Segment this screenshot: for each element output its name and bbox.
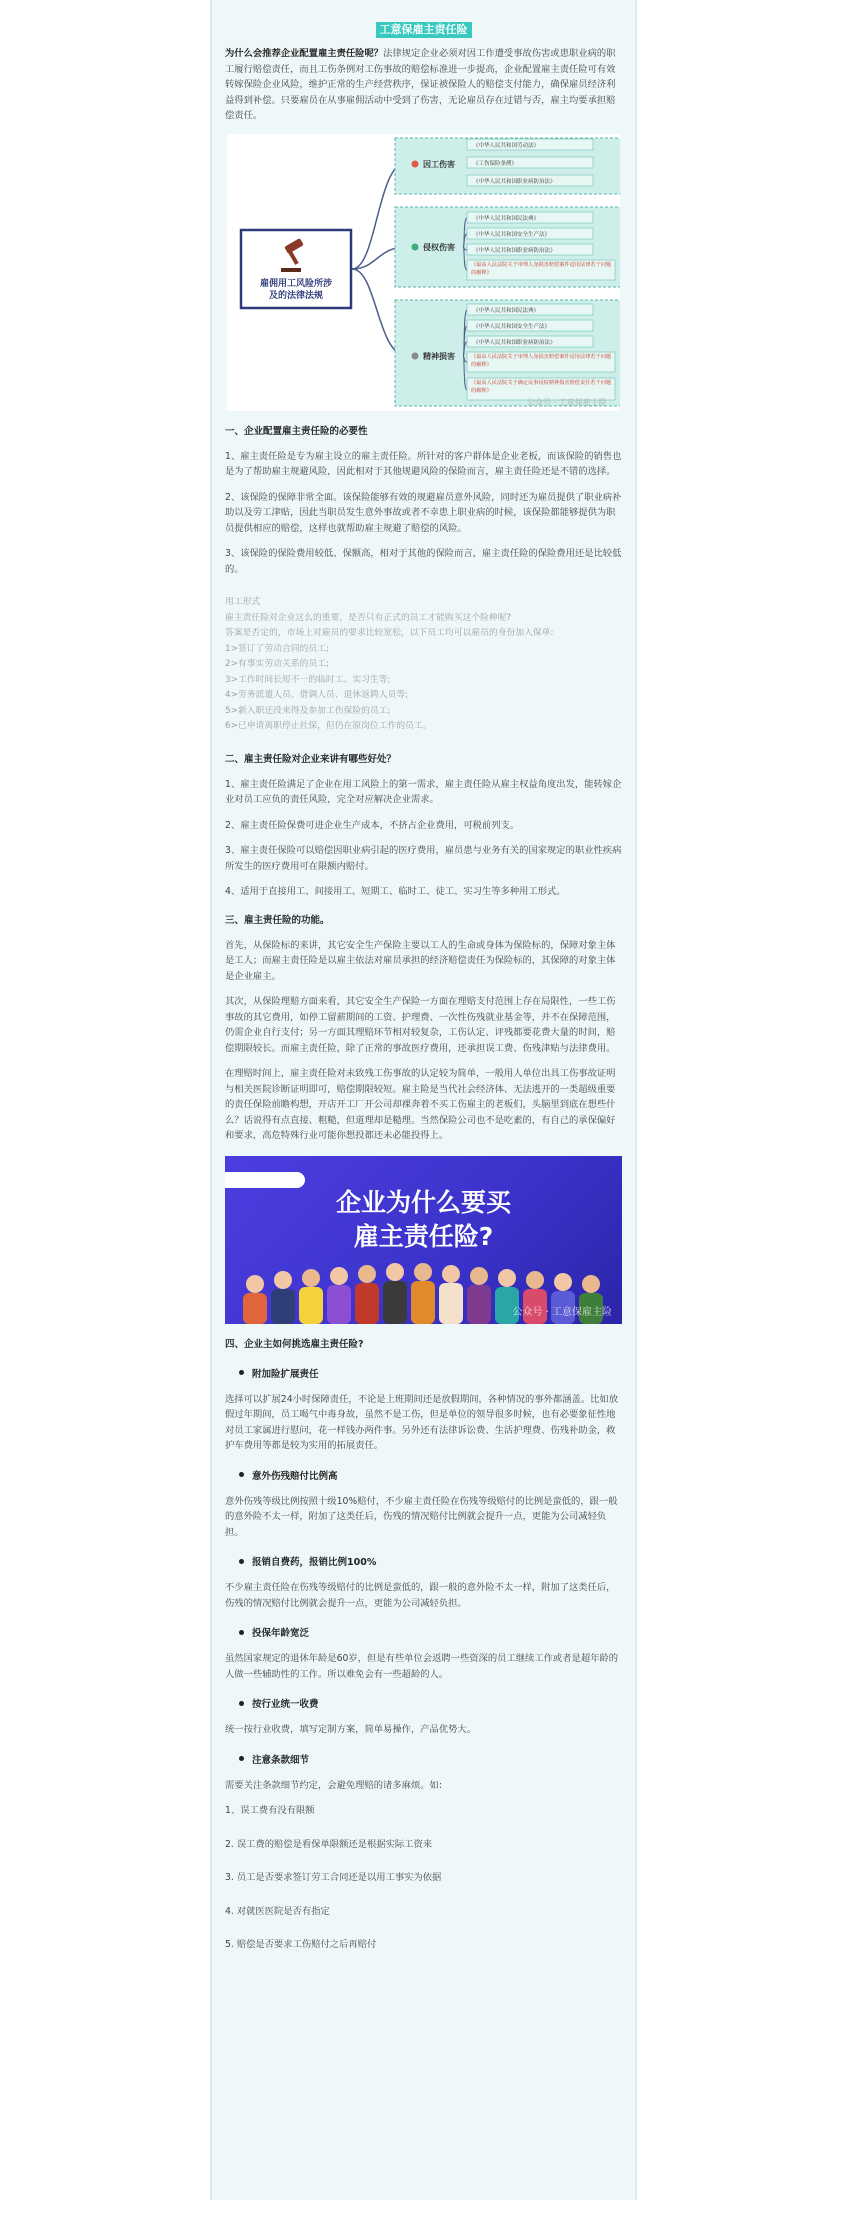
- b2-item-4: 《最高人民法院关于审理人身损害赔偿案件适用法律若干问题的解释》: [471, 261, 612, 276]
- bullet-4-text: 虽然国家规定的退休年龄是60岁，但是有些单位会返聘一些资深的员工继续工作或者是超年龄的人做一些辅助性的工作。所以难免会有一些超龄的人。: [225, 1653, 619, 1680]
- branch-2-marker: [412, 243, 419, 250]
- b1-item-3: 《中华人民共和国职业病防治法》: [473, 178, 556, 185]
- branch-1-name: 因工伤害: [423, 159, 455, 169]
- s2-paragraph-1: 1、雇主责任险满足了企业在用工风险上的第一需求，雇主责任险从雇主权益角度出发，能转嫁企业对员工应负的责任风险，完全对应解决企业需求。: [225, 778, 622, 805]
- section-3-title: 三、雇主责任险的功能。: [225, 914, 330, 926]
- section-2-title: 二、雇主责任险对企业来讲有哪些好处？: [225, 753, 397, 765]
- law-mindmap-svg: [227, 134, 620, 411]
- detail-item-2: 2. 误工费的赔偿是看保单限额还是根据实际工资来: [225, 1838, 433, 1850]
- bullet-3-text: 不少雇主责任险在伤残等级赔付的比例是蛮低的，跟一般的意外险不太一样，附加了这类任后，伤残的情况赔付比例就会提升一点，更能为公司减轻负担。: [225, 1582, 616, 1609]
- detail-item-4: 4. 对就医医院是否有指定: [225, 1905, 330, 1917]
- gray-line-3: 1>签订了劳动合同的员工;: [225, 643, 329, 654]
- b2-item-1: 《中华人民共和国民法典》: [473, 215, 540, 222]
- s2-paragraph-2: 2、雇主责任险保费可进企业生产成本，不挤占企业费用，可税前列支。: [225, 819, 520, 831]
- b1-item-2: 《工伤保险条例》: [473, 160, 518, 167]
- s2-paragraph-3: 3、雇主责任保险可以赔偿因职业病引起的医疗费用，雇员患与业务有关的国家规定的职业性疾病所发生的医疗费用可在限额内赔付。: [225, 845, 622, 872]
- s3-paragraph-2: 其次，从保险理赔方面来看，其它安全生产保险一方面在理赔支付范围上存在局限性，一些工伤事故的其它费用，如停工留薪期间的工资、护理费、一次性伤残就业基金等，并不在保障范围，仍需企业自行支付；另一方面其理赔环节相对较复杂，工伤认定、评残都要花费大量的时间，赔偿期限较长。而雇主责任险，除了正常的事故医疗费用，还承担误工费、伤残津贴与法律费用。: [225, 996, 616, 1054]
- bullet-dot: [239, 1756, 244, 1761]
- intro-rest: 法律规定企业必须对因工作遭受事故伤害或患职业病的职工履行赔偿责任，而且工伤条例对工伤事故的赔偿标准进一步提高，企业配置雇主责任险可有效转嫁保险企业风险，维护正常的生产经营秩序，保证被保险人的赔偿支付能力，确保雇员经济利益得到补偿。只要雇员在从事雇佣活动中受到了伤害，无论雇员存在过错与否，雇主均要承担赔偿责任。: [225, 48, 616, 121]
- gray-line-6: 4>劳务派遣人员、借调人员、退休返聘人员等;: [225, 690, 409, 700]
- bullet-5-text: 统一按行业收费，填写定制方案，简单易操作，产品优势大。: [225, 1724, 477, 1735]
- employment-forms-block: [225, 595, 622, 735]
- article-container: [210, 0, 637, 2200]
- s3-paragraph-1: 首先，从保险标的来讲，其它安全生产保险主要以工人的生命或身体为保险标的，保障对象主体是工人；而雇主责任险是以雇主依法对雇员承担的经济赔偿责任为保险标的，其保障的对象主体是企业雇主。: [225, 939, 616, 982]
- bullet-dot: [239, 1472, 244, 1477]
- detail-item-1: 1、误工费有没有限额: [225, 1805, 315, 1816]
- bullet-3-label: 报销自费药，报销比例100%: [252, 1557, 377, 1568]
- bullet-4-label: 投保年龄宽泛: [252, 1628, 310, 1639]
- bullet-6-text: 需要关注条款细节约定，会避免理赔的诸多麻烦。如:: [225, 1779, 442, 1791]
- section-1-title: 一、企业配置雇主责任险的必要性: [225, 425, 368, 437]
- bullet-5-label: 按行业统一收费: [252, 1699, 319, 1710]
- bullet-dot: [239, 1701, 244, 1706]
- s1-paragraph-2: 2、该保险的保障非常全面。该保险能够有效的规避雇员意外风险，同时还为雇员提供了职业病补助以及劳工津贴，因此当职员发生意外事故或者不幸患上职业病的时候，该保险都能够提供为职员提供相应的赔偿，这样也就帮助雇主规避了赔偿的风险。: [225, 491, 622, 534]
- banner-watermark: 公众号 · 工意保雇主险: [512, 1306, 612, 1318]
- article-body: [225, 18, 622, 1971]
- intro-lead: 为什么会推荐企业配置雇主责任险呢？: [225, 48, 384, 59]
- b3-item-4: 《最高人民法院关于审理人身损害赔偿案件适用法律若干问题的解释》: [471, 353, 612, 368]
- gray-line-0: 用工形式: [225, 597, 261, 607]
- bullet-dot: [239, 1630, 244, 1635]
- s1-paragraph-1: 1、雇主责任险是专为雇主设立的雇主责任险。所针对的客户群体是企业老板，而该保险的销售也是为了帮助雇主规避风险，因此相对于其他规避风险的保险而言，雇主责任险还是不错的选择。: [225, 450, 622, 477]
- detail-item-5: 5. 赔偿是否要求工伤赔付之后再赔付: [225, 1939, 377, 1950]
- branch-3-marker: [412, 352, 419, 359]
- detail-item-3: 3. 员工是否要求签订劳工合同还是以用工事实为依据: [225, 1872, 442, 1883]
- b3-item-5: 《最高人民法院关于确定民事侵权精神损害赔偿责任若干问题的解释》: [471, 379, 612, 394]
- b3-item-3: 《中华人民共和国职业病防治法》: [473, 339, 556, 346]
- bullet-4: [239, 1625, 622, 1639]
- b3-item-1: 《中华人民共和国民法典》: [473, 307, 540, 314]
- b1-item-1: 《中华人民共和国劳动法》: [473, 142, 540, 149]
- bullet-2: [239, 1468, 622, 1482]
- intro-paragraph: [225, 46, 622, 124]
- center-label-1: 雇佣用工风险所涉: [259, 278, 333, 289]
- b2-item-3: 《中华人民共和国职业病防治法》: [473, 247, 556, 254]
- gray-line-7: 5>新入职还没来得及参加工伤保险的员工;: [225, 705, 391, 716]
- bullet-2-text: 意外伤残等级比例按照十级10%赔付，不少雇主责任险在伤残等级赔付的比例是蛮低的，跟一般的意外险不太一样，附加了这类任后，伤残的情况赔付比例就会提升一点，更能为公司减轻负担。: [225, 1495, 618, 1538]
- bullet-dot: [239, 1370, 244, 1375]
- branch-3-name: 精神损害: [423, 351, 455, 361]
- gray-line-8: 6>已申请离职停止社保，但仍在原岗位工作的员工。: [225, 721, 432, 731]
- branch-2-name: 侵权伤害: [423, 242, 455, 252]
- s2-paragraph-4: 4、适用于直接用工、间接用工、短期工、临时工、徒工、实习生等多种用工形式。: [225, 886, 566, 897]
- section-4-title: 四、企业主如何挑选雇主责任险?: [225, 1338, 364, 1350]
- bullet-1-text: 选择可以扩展24小时保障责任，不论是上班期间还是放假期间，各种情况的事外都涵盖。比如放假过年期间，员工喝气中毒身故，虽然不是工伤，但是单位的领导很多时候，也有必要象征性地对员工家属进行慰问，花一样钱办两件事。另外还有法律诉讼费、生活护理费、伤残补助金，救护车费用等都是较为实用的拓展责任。: [225, 1393, 619, 1451]
- article-title: 工意保雇主责任险: [376, 22, 472, 38]
- center-label-2: 及的法律法规: [268, 290, 324, 301]
- bullet-dot: [239, 1559, 244, 1564]
- bullet-6: [239, 1752, 622, 1766]
- bullet-5: [239, 1696, 622, 1710]
- s3-paragraph-3: 在理赔时间上，雇主责任险对未致残工伤事故的认定较为简单，一般用人单位出具工伤事故证明与相关医院诊断证明即可，赔偿期限较短。雇主险是当代社会经济体、无法逃开的一类超级重要的责任保险前瞻构想，开店开工厂开公司却裸奔着不买工伤雇主的老板们，头脑里到底在想些什么？话说得有点直接、粗糙，但道理却是糙理。当然保险公司也不是吃素的，有自己的承保偏好和要求，高危特殊行业可能你想投都还未必能投得上。: [225, 1068, 616, 1141]
- law-mindmap-image: [227, 134, 620, 411]
- banner-image: [225, 1156, 622, 1324]
- banner-title-1: 企业为什么要买: [335, 1187, 511, 1217]
- gray-line-5: 3>工作时间长短不一的临时工、实习生等;: [225, 674, 391, 685]
- b3-item-2: 《中华人民共和国安全生产法》: [473, 323, 551, 330]
- bullet-1: [239, 1366, 622, 1380]
- bullet-1-label: 附加险扩展责任: [252, 1368, 319, 1380]
- gray-line-2: 答案是否定的，市场上对雇员的要求比较宽松，以下员工均可以雇员的身份加入保单:: [225, 628, 554, 638]
- branch-1-marker: [412, 160, 419, 167]
- bullet-2-label: 意外伤残赔付比例高: [252, 1470, 338, 1482]
- diagram-watermark: 公众号 · 工意保雇主险: [527, 397, 607, 407]
- gray-line-1: 雇主责任险对企业这么的重要，是否只有正式的员工才能购买这个险种呢?: [225, 612, 512, 623]
- b2-item-2: 《中华人民共和国安全生产法》: [473, 231, 551, 238]
- bullet-6-label: 注意条款细节: [252, 1754, 310, 1766]
- banner-people-illustration: [225, 1156, 622, 1324]
- bullet-3: [239, 1554, 622, 1568]
- title-wrap: [225, 18, 622, 38]
- banner-title-2: 雇主责任险?: [353, 1221, 494, 1251]
- gray-line-4: 2>有事实劳动关系的员工;: [225, 659, 329, 669]
- s1-paragraph-3: 3、该保险的保险费用较低、保额高，相对于其他的保险而言，雇主责任险的保险费用还是比较低的。: [225, 548, 622, 575]
